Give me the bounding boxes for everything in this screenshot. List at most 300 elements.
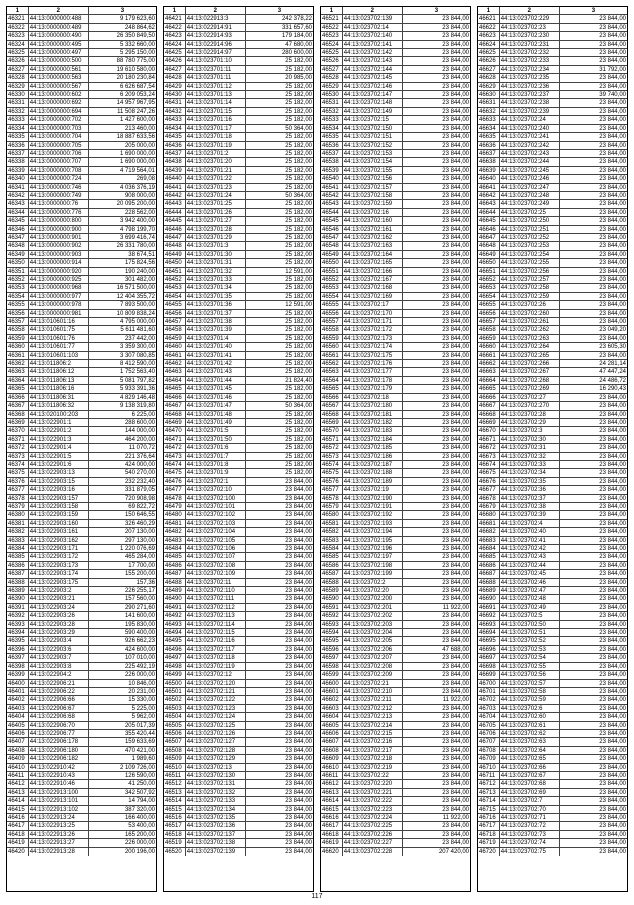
table-row <box>164 284 313 292</box>
value-cell: 9 138 319,80 <box>119 403 155 410</box>
table-row <box>7 453 156 461</box>
table-row <box>7 688 156 696</box>
value-cell: 23 844,00 <box>442 663 469 670</box>
row-number-cell: 46642 <box>478 192 500 199</box>
cadastral-number-cell: 44:13:022914:93 <box>186 32 246 39</box>
cadastral-number-cell: 44:13:023702:36 <box>500 486 560 493</box>
row-number-cell: 46535 <box>321 133 343 140</box>
cadastral-number-cell: 44:13:023702:134 <box>186 806 246 813</box>
value-cell: 16 290,43 <box>599 386 626 393</box>
cadastral-number-cell: 44:13:023701:22 <box>186 175 246 182</box>
row-number-cell: 46591 <box>321 604 343 611</box>
cadastral-number-cell: 44:13:023702:162 <box>343 234 403 241</box>
cadastral-number-cell: 44:13:0000000:746 <box>29 184 89 191</box>
table-row <box>478 24 627 32</box>
value-cell: 47 447,24 <box>599 369 626 376</box>
row-number-cell: 46489 <box>164 587 186 594</box>
value-cell: 23 844,00 <box>285 714 312 721</box>
table-row <box>164 696 313 704</box>
table-row <box>321 217 470 225</box>
cadastral-number-cell: 44:13:023702:166 <box>343 268 403 275</box>
cadastral-number-cell: 44:13:023702:203 <box>343 621 403 628</box>
value-cell: 23 844,00 <box>599 764 626 771</box>
table-row <box>164 335 313 343</box>
row-number-cell: 46465 <box>164 385 186 392</box>
table-row <box>7 293 156 301</box>
column-header: 1 <box>7 7 29 14</box>
value-cell: 23 844,00 <box>599 24 626 31</box>
value-cell: 23 844,00 <box>599 747 626 754</box>
cadastral-number-cell: 44:13:023702:228 <box>343 848 403 856</box>
table-row <box>164 142 313 150</box>
row-number-cell: 46361 <box>7 352 29 359</box>
table-row <box>164 377 313 385</box>
value-cell: 17 700,00 <box>128 562 155 569</box>
table-row <box>321 822 470 830</box>
value-cell: 25 182,00 <box>285 369 312 376</box>
cadastral-number-cell: 44:13:0000000:981 <box>29 310 89 317</box>
cadastral-number-cell: 44:13:023702:171 <box>343 318 403 325</box>
cadastral-number-cell: 44:13:0000000:903 <box>29 251 89 258</box>
row-number-cell: 46377 <box>7 486 29 493</box>
table-row <box>164 528 313 536</box>
cadastral-number-cell: 44:13:023702:74 <box>500 839 560 846</box>
table-row <box>7 158 156 166</box>
value-cell: 23 844,00 <box>599 823 626 830</box>
table-row <box>7 814 156 822</box>
row-number-cell: 46531 <box>321 99 343 106</box>
row-number-cell: 46720 <box>478 848 500 856</box>
cadastral-number-cell: 44:13:023702:260 <box>500 310 560 317</box>
row-number-cell: 46694 <box>478 629 500 636</box>
cadastral-number-cell: 44:13:0000000:968 <box>29 284 89 291</box>
value-cell: 23 844,00 <box>442 58 469 65</box>
row-number-cell: 46583 <box>321 537 343 544</box>
table-row <box>321 453 470 461</box>
cadastral-number-cell: 44:13:023702:201 <box>343 604 403 611</box>
value-cell: 237 442,00 <box>124 335 155 342</box>
table-row <box>7 738 156 746</box>
table-row <box>321 629 470 637</box>
cadastral-number-cell: 44:13:023702:43 <box>500 553 560 560</box>
cadastral-number-cell: 44:13:023702:7 <box>500 797 560 804</box>
value-cell: 23 844,00 <box>442 159 469 166</box>
cadastral-number-cell: 44:13:023702:113 <box>186 612 246 619</box>
value-cell: 5 081 797,82 <box>119 377 155 384</box>
row-number-cell: 46532 <box>321 108 343 115</box>
cadastral-number-cell: 44:13:023702:107 <box>186 553 246 560</box>
row-number-cell: 46541 <box>321 184 343 191</box>
row-number-cell: 46575 <box>321 469 343 476</box>
value-cell: 25 182,00 <box>285 150 312 157</box>
value-cell: 23 844,00 <box>442 335 469 342</box>
value-cell: 23 844,00 <box>285 646 312 653</box>
table-row <box>7 343 156 351</box>
cadastral-number-cell: 44:13:023702:258 <box>500 284 560 291</box>
table-row <box>164 680 313 688</box>
cadastral-number-cell: 44:13:023701:21 <box>186 167 246 174</box>
row-number-cell: 46433 <box>164 116 186 123</box>
value-cell: 23 844,00 <box>599 184 626 191</box>
table-row <box>164 478 313 486</box>
cadastral-number-cell: 44:13:022903:21 <box>29 595 89 602</box>
cadastral-number-cell: 44:13:011806:12 <box>29 368 89 375</box>
row-number-cell: 46625 <box>478 49 500 56</box>
table-row <box>478 520 627 528</box>
row-number-cell: 46409 <box>7 755 29 762</box>
column-header: 2 <box>500 7 560 14</box>
row-number-cell: 46424 <box>164 41 186 48</box>
row-number-cell: 46529 <box>321 83 343 90</box>
row-number-cell: 46692 <box>478 612 500 619</box>
table-row <box>321 478 470 486</box>
value-cell: 31 792,00 <box>599 66 626 73</box>
cadastral-number-cell: 44:13:023702:70 <box>500 806 560 813</box>
value-cell: 23 844,00 <box>599 159 626 166</box>
row-number-cell: 46551 <box>321 268 343 275</box>
value-cell: 23 844,00 <box>442 66 469 73</box>
cadastral-number-cell: 44:13:023702:100 <box>186 495 246 502</box>
row-number-cell: 46706 <box>478 730 500 737</box>
row-number-cell: 46570 <box>321 427 343 434</box>
value-cell: 226 255,17 <box>124 588 155 595</box>
value-cell: 23 844,00 <box>599 705 626 712</box>
table-row <box>321 377 470 385</box>
value-cell: 23 844,00 <box>442 630 469 637</box>
table-row <box>7 503 156 511</box>
value-cell: 23 844,00 <box>599 478 626 485</box>
cadastral-number-cell: 44:13:023702:169 <box>343 293 403 300</box>
row-number-cell: 46621 <box>478 15 500 22</box>
value-cell: 23 844,00 <box>599 714 626 721</box>
row-number-cell: 46491 <box>164 604 186 611</box>
table-row <box>7 74 156 82</box>
value-cell: 23 844,00 <box>285 730 312 737</box>
table-row <box>321 789 470 797</box>
table-row <box>321 91 470 99</box>
cadastral-number-cell: 44:13:022903:158 <box>29 503 89 510</box>
table-row <box>164 427 313 435</box>
cadastral-number-cell: 44:13:023702:35 <box>500 478 560 485</box>
table-row <box>164 831 313 839</box>
table-row <box>7 251 156 259</box>
table-row <box>164 654 313 662</box>
row-number-cell: 46351 <box>7 268 29 275</box>
table-row <box>321 268 470 276</box>
row-number-cell: 46383 <box>7 537 29 544</box>
table-row <box>164 133 313 141</box>
value-cell: 157,36 <box>136 579 155 586</box>
table-row <box>7 444 156 452</box>
value-cell: 23 844,00 <box>442 747 469 754</box>
value-cell: 23 844,00 <box>599 789 626 796</box>
row-number-cell: 46374 <box>7 461 29 468</box>
value-cell: 23 844,00 <box>599 319 626 326</box>
row-number-cell: 46323 <box>7 32 29 39</box>
value-cell: 25 182,00 <box>285 134 312 141</box>
row-number-cell: 46472 <box>164 444 186 451</box>
table-row <box>7 520 156 528</box>
table-row <box>321 301 470 309</box>
value-cell: 225 492,19 <box>124 663 155 670</box>
cadastral-number-cell: 44:13:023702:114 <box>186 621 246 628</box>
table-row <box>7 713 156 721</box>
table-row <box>321 343 470 351</box>
value-cell: 23 844,00 <box>285 512 312 519</box>
table-row <box>478 570 627 578</box>
table-row <box>7 242 156 250</box>
table-row <box>164 91 313 99</box>
value-cell: 23 844,00 <box>599 285 626 292</box>
table-row <box>164 822 313 830</box>
cadastral-number-cell: 44:13:023702:57 <box>500 680 560 687</box>
cadastral-number-cell: 44:13:023702:154 <box>343 158 403 165</box>
cadastral-number-cell: 44:13:023702:139 <box>343 15 403 22</box>
value-cell: 280 600,00 <box>281 50 312 57</box>
row-number-cell: 46427 <box>164 66 186 73</box>
value-cell: 23 844,00 <box>599 815 626 821</box>
row-number-cell: 46671 <box>478 436 500 443</box>
value-cell: 23 844,00 <box>442 714 469 721</box>
cadastral-number-cell: 44:13:023702:161 <box>343 226 403 233</box>
table-row <box>321 24 470 32</box>
table-row <box>478 646 627 654</box>
cadastral-number-cell: 44:13:023702:17 <box>343 301 403 308</box>
row-number-cell: 46691 <box>478 604 500 611</box>
table-row <box>7 545 156 553</box>
table-row <box>478 814 627 822</box>
value-cell: 23 844,00 <box>442 655 469 662</box>
value-cell: 23 844,00 <box>599 243 626 250</box>
cadastral-number-cell: 44:13:023702:178 <box>343 377 403 384</box>
row-number-cell: 46702 <box>478 696 500 703</box>
column-header: 1 <box>321 7 343 14</box>
cadastral-number-cell: 44:13:022910:46 <box>29 780 89 787</box>
cadastral-number-cell: 44:13:023702:49 <box>500 604 560 611</box>
row-number-cell: 46495 <box>164 637 186 644</box>
table-row <box>478 680 627 688</box>
row-number-cell: 46566 <box>321 394 343 401</box>
table-row <box>164 469 313 477</box>
cadastral-number-cell: 44:13:023702:122 <box>186 696 246 703</box>
row-number-cell: 46366 <box>7 394 29 401</box>
table-row <box>321 839 470 847</box>
table-row <box>164 276 313 284</box>
cadastral-number-cell: 44:13:023702:141 <box>343 41 403 48</box>
value-cell: 23 844,00 <box>599 487 626 494</box>
row-number-cell: 46665 <box>478 385 500 392</box>
value-cell: 25 182,00 <box>285 310 312 317</box>
row-number-cell: 46378 <box>7 495 29 502</box>
value-cell: 23 844,00 <box>599 428 626 435</box>
row-number-cell: 46708 <box>478 747 500 754</box>
value-cell: 25 182,00 <box>285 58 312 65</box>
row-number-cell: 46360 <box>7 343 29 350</box>
table-row <box>478 612 627 620</box>
value-cell: 23 844,00 <box>599 260 626 267</box>
row-number-cell: 46656 <box>478 310 500 317</box>
value-cell: 23 844,00 <box>442 764 469 771</box>
row-number-cell: 46441 <box>164 184 186 191</box>
cadastral-number-cell: 44:13:023702:48 <box>500 595 560 602</box>
row-number-cell: 46346 <box>7 226 29 233</box>
table-row <box>321 612 470 620</box>
cadastral-number-cell: 44:13:022903:174 <box>29 570 89 577</box>
table-row <box>478 108 627 116</box>
value-cell: 23 844,00 <box>599 419 626 426</box>
value-cell: 23 844,00 <box>442 33 469 40</box>
table-row <box>7 663 156 671</box>
value-cell: 195 830,00 <box>124 621 155 628</box>
table-row <box>321 747 470 755</box>
table-row <box>7 402 156 410</box>
cadastral-number-cell: 44:13:022903:173 <box>29 562 89 569</box>
value-cell: 23 844,00 <box>442 218 469 225</box>
cadastral-number-cell: 44:13:023702:1 <box>186 478 246 485</box>
value-cell: 25 182,00 <box>285 352 312 359</box>
cadastral-number-cell: 44:13:023701:13 <box>186 91 246 98</box>
cadastral-number-cell: 44:13:0000000:707 <box>29 158 89 165</box>
table-row <box>478 251 627 259</box>
row-number-cell: 46648 <box>478 242 500 249</box>
cadastral-number-cell: 44:13:023702:52 <box>500 637 560 644</box>
table-row <box>478 99 627 107</box>
cadastral-number-cell: 44:13:023702:106 <box>186 545 246 552</box>
row-number-cell: 46667 <box>478 402 500 409</box>
table-row <box>478 32 627 40</box>
value-cell: 23 844,00 <box>442 529 469 536</box>
value-cell: 25 182,00 <box>285 260 312 267</box>
row-number-cell: 46448 <box>164 242 186 249</box>
cadastral-number-cell: 44:13:022901:6 <box>29 461 89 468</box>
value-cell: 23 844,00 <box>285 789 312 796</box>
row-number-cell: 46573 <box>321 453 343 460</box>
table-row <box>7 175 156 183</box>
row-number-cell: 46479 <box>164 503 186 510</box>
row-number-cell: 46619 <box>321 839 343 846</box>
table-row <box>478 663 627 671</box>
table-row <box>321 663 470 671</box>
value-cell: 20 095 200,00 <box>116 201 155 208</box>
cadastral-number-cell: 44:13:0000000:563 <box>29 74 89 81</box>
row-number-cell: 46408 <box>7 747 29 754</box>
row-number-cell: 46436 <box>164 142 186 149</box>
table-row <box>7 83 156 91</box>
row-number-cell: 46411 <box>7 772 29 779</box>
value-cell: 23 844,00 <box>442 150 469 157</box>
table-row <box>478 705 627 713</box>
row-number-cell: 46468 <box>164 411 186 418</box>
row-number-cell: 46340 <box>7 175 29 182</box>
cadastral-number-cell: 44:13:023701:7 <box>186 453 246 460</box>
cadastral-number-cell: 44:13:023702:205 <box>343 637 403 644</box>
row-number-cell: 46606 <box>321 730 343 737</box>
table-row <box>164 511 313 519</box>
row-number-cell: 46534 <box>321 125 343 132</box>
row-number-cell: 46393 <box>7 621 29 628</box>
table-row <box>7 495 156 503</box>
cadastral-number-cell: 44:13:023702:147 <box>343 91 403 98</box>
table-row <box>478 545 627 553</box>
table-row <box>321 394 470 402</box>
value-cell: 23 844,00 <box>285 546 312 552</box>
cadastral-number-cell: 44:13:023701:26 <box>186 209 246 216</box>
cadastral-number-cell: 44:13:023701:42 <box>186 360 246 367</box>
row-number-cell: 46559 <box>321 335 343 342</box>
value-cell: 269,08 <box>136 176 155 183</box>
table-row <box>164 646 313 654</box>
table-row <box>7 436 156 444</box>
cadastral-number-cell: 44:13:022913:25 <box>29 822 89 829</box>
row-number-cell: 46452 <box>164 276 186 283</box>
value-cell: 23 844,00 <box>442 75 469 82</box>
table-row <box>7 562 156 570</box>
table-row <box>164 671 313 679</box>
row-number-cell: 46381 <box>7 520 29 527</box>
row-number-cell: 46700 <box>478 680 500 687</box>
table-row <box>7 24 156 32</box>
value-cell: 23 844,00 <box>599 529 626 536</box>
row-number-cell: 46669 <box>478 419 500 426</box>
cadastral-number-cell: 44:13:023702:183 <box>343 427 403 434</box>
table-row <box>321 99 470 107</box>
table-row <box>7 192 156 200</box>
row-number-cell: 46600 <box>321 680 343 687</box>
value-cell: 23 844,00 <box>442 789 469 796</box>
row-number-cell: 46560 <box>321 343 343 350</box>
cadastral-number-cell: 44:13:023702:130 <box>186 772 246 779</box>
table-row <box>7 587 156 595</box>
value-cell: 23 844,00 <box>599 100 626 107</box>
cadastral-number-cell: 44:13:023702:46 <box>500 579 560 586</box>
table-row <box>164 184 313 192</box>
value-cell: 5 962,00 <box>131 714 155 721</box>
row-number-cell: 46609 <box>321 755 343 762</box>
row-number-cell: 46585 <box>321 553 343 560</box>
value-cell: 23 844,00 <box>442 234 469 241</box>
cadastral-number-cell: 44:13:023702:155 <box>343 167 403 174</box>
table-row <box>164 310 313 318</box>
table-row <box>478 335 627 343</box>
value-cell: 23 844,00 <box>285 848 312 855</box>
row-number-cell: 46568 <box>321 411 343 418</box>
row-number-cell: 46407 <box>7 738 29 745</box>
row-number-cell: 46712 <box>478 780 500 787</box>
row-number-cell: 46719 <box>478 839 500 846</box>
cadastral-number-cell: 44:13:010601:75 <box>29 326 89 333</box>
table-row <box>478 688 627 696</box>
table-row <box>321 32 470 40</box>
table-row <box>321 848 470 856</box>
table-row <box>7 579 156 587</box>
table-row <box>7 570 156 578</box>
table-row <box>164 747 313 755</box>
row-number-cell: 46562 <box>321 360 343 367</box>
value-cell: 331 657,60 <box>281 24 312 31</box>
value-cell: 11 508 247,26 <box>117 108 155 115</box>
cadastral-number-cell: 44:13:023702:125 <box>186 722 246 729</box>
table-row <box>478 326 627 334</box>
value-cell: 23 844,00 <box>599 58 626 65</box>
cadastral-number-cell: 44:13:023702:148 <box>343 99 403 106</box>
row-number-cell: 46417 <box>7 822 29 829</box>
row-number-cell: 46530 <box>321 91 343 98</box>
row-number-cell: 46673 <box>478 453 500 460</box>
row-number-cell: 46337 <box>7 150 29 157</box>
cadastral-number-cell: 44:13:0000000:702 <box>29 116 89 123</box>
row-number-cell: 46379 <box>7 503 29 510</box>
table-row <box>164 797 313 805</box>
